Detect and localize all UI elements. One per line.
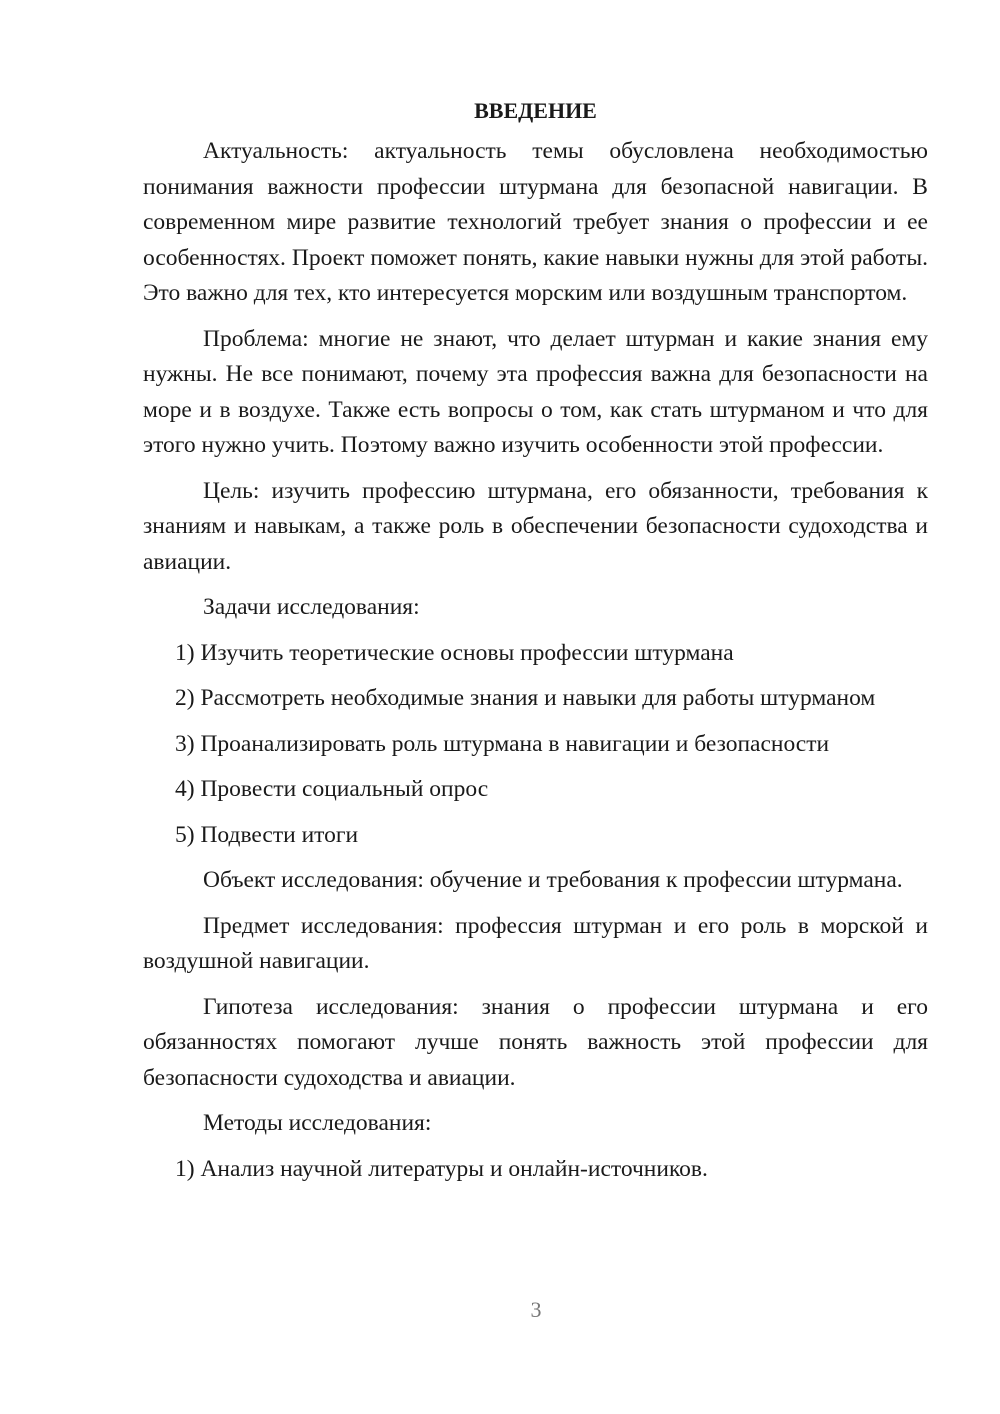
object-paragraph: Объект исследования: обучение и требования к профессии штурмана.	[203, 867, 903, 893]
task-item-5: 5) Подвести итоги	[175, 821, 359, 848]
task-item-2: 2) Рассмотреть необходимые знания и навыки для работы штурманом	[175, 685, 876, 711]
tasks-heading: Задачи исследования:	[203, 594, 420, 620]
page-title: ВВЕДЕНИЕ	[474, 98, 597, 123]
subject-paragraph: Предмет исследования: профессия штурман и его роль в морской и воздушной навигации.	[143, 912, 928, 974]
page-content	[143, 93, 928, 1197]
hypothesis-paragraph: Гипотеза исследования: знания о профессии штурмана и его обязанностях помогают лучше понять важность этой профессии для безопасности судоходства и авиации.	[143, 993, 928, 1091]
method-item-1: 1) Анализ научной литературы и онлайн-источников.	[175, 1155, 708, 1182]
page-number: 3	[530, 1297, 542, 1322]
goal-paragraph: Цель: изучить профессию штурмана, его обязанности, требования к знаниям и навыкам, а также роль в обеспечении безопасности судоходства и авиации.	[143, 477, 928, 575]
task-item-1: 1) Изучить теоретические основы профессии штурмана	[175, 639, 734, 666]
methods-list	[143, 1152, 928, 1188]
task-item-4: 4) Провести социальный опрос	[175, 776, 489, 802]
task-item-3: 3) Проанализировать роль штурмана в навигации и безопасности	[175, 730, 830, 757]
tasks-list	[143, 636, 928, 854]
methods-heading: Методы исследования:	[203, 1110, 432, 1136]
relevance-paragraph: Актуальность: актуальность темы обусловлена необходимостью понимания важности профессии штурмана для безопасной навигации. В современном мире развитие технологий требует знания о профессии и ее особенностях. Проект поможет понять, какие навыки нужны для этой работы. Это важно для тех, кто интересуется морским или воздушным транспортом.	[143, 138, 928, 306]
problem-paragraph: Проблема: многие не знают, что делает штурман и какие знания ему нужны. Не все понимают, почему эта профессия важна для безопасности на море и в воздухе. Также есть вопросы о том, как стать штурманом и что для этого нужно учить. Поэтому важно изучить особенности этой профессии.	[143, 325, 928, 458]
